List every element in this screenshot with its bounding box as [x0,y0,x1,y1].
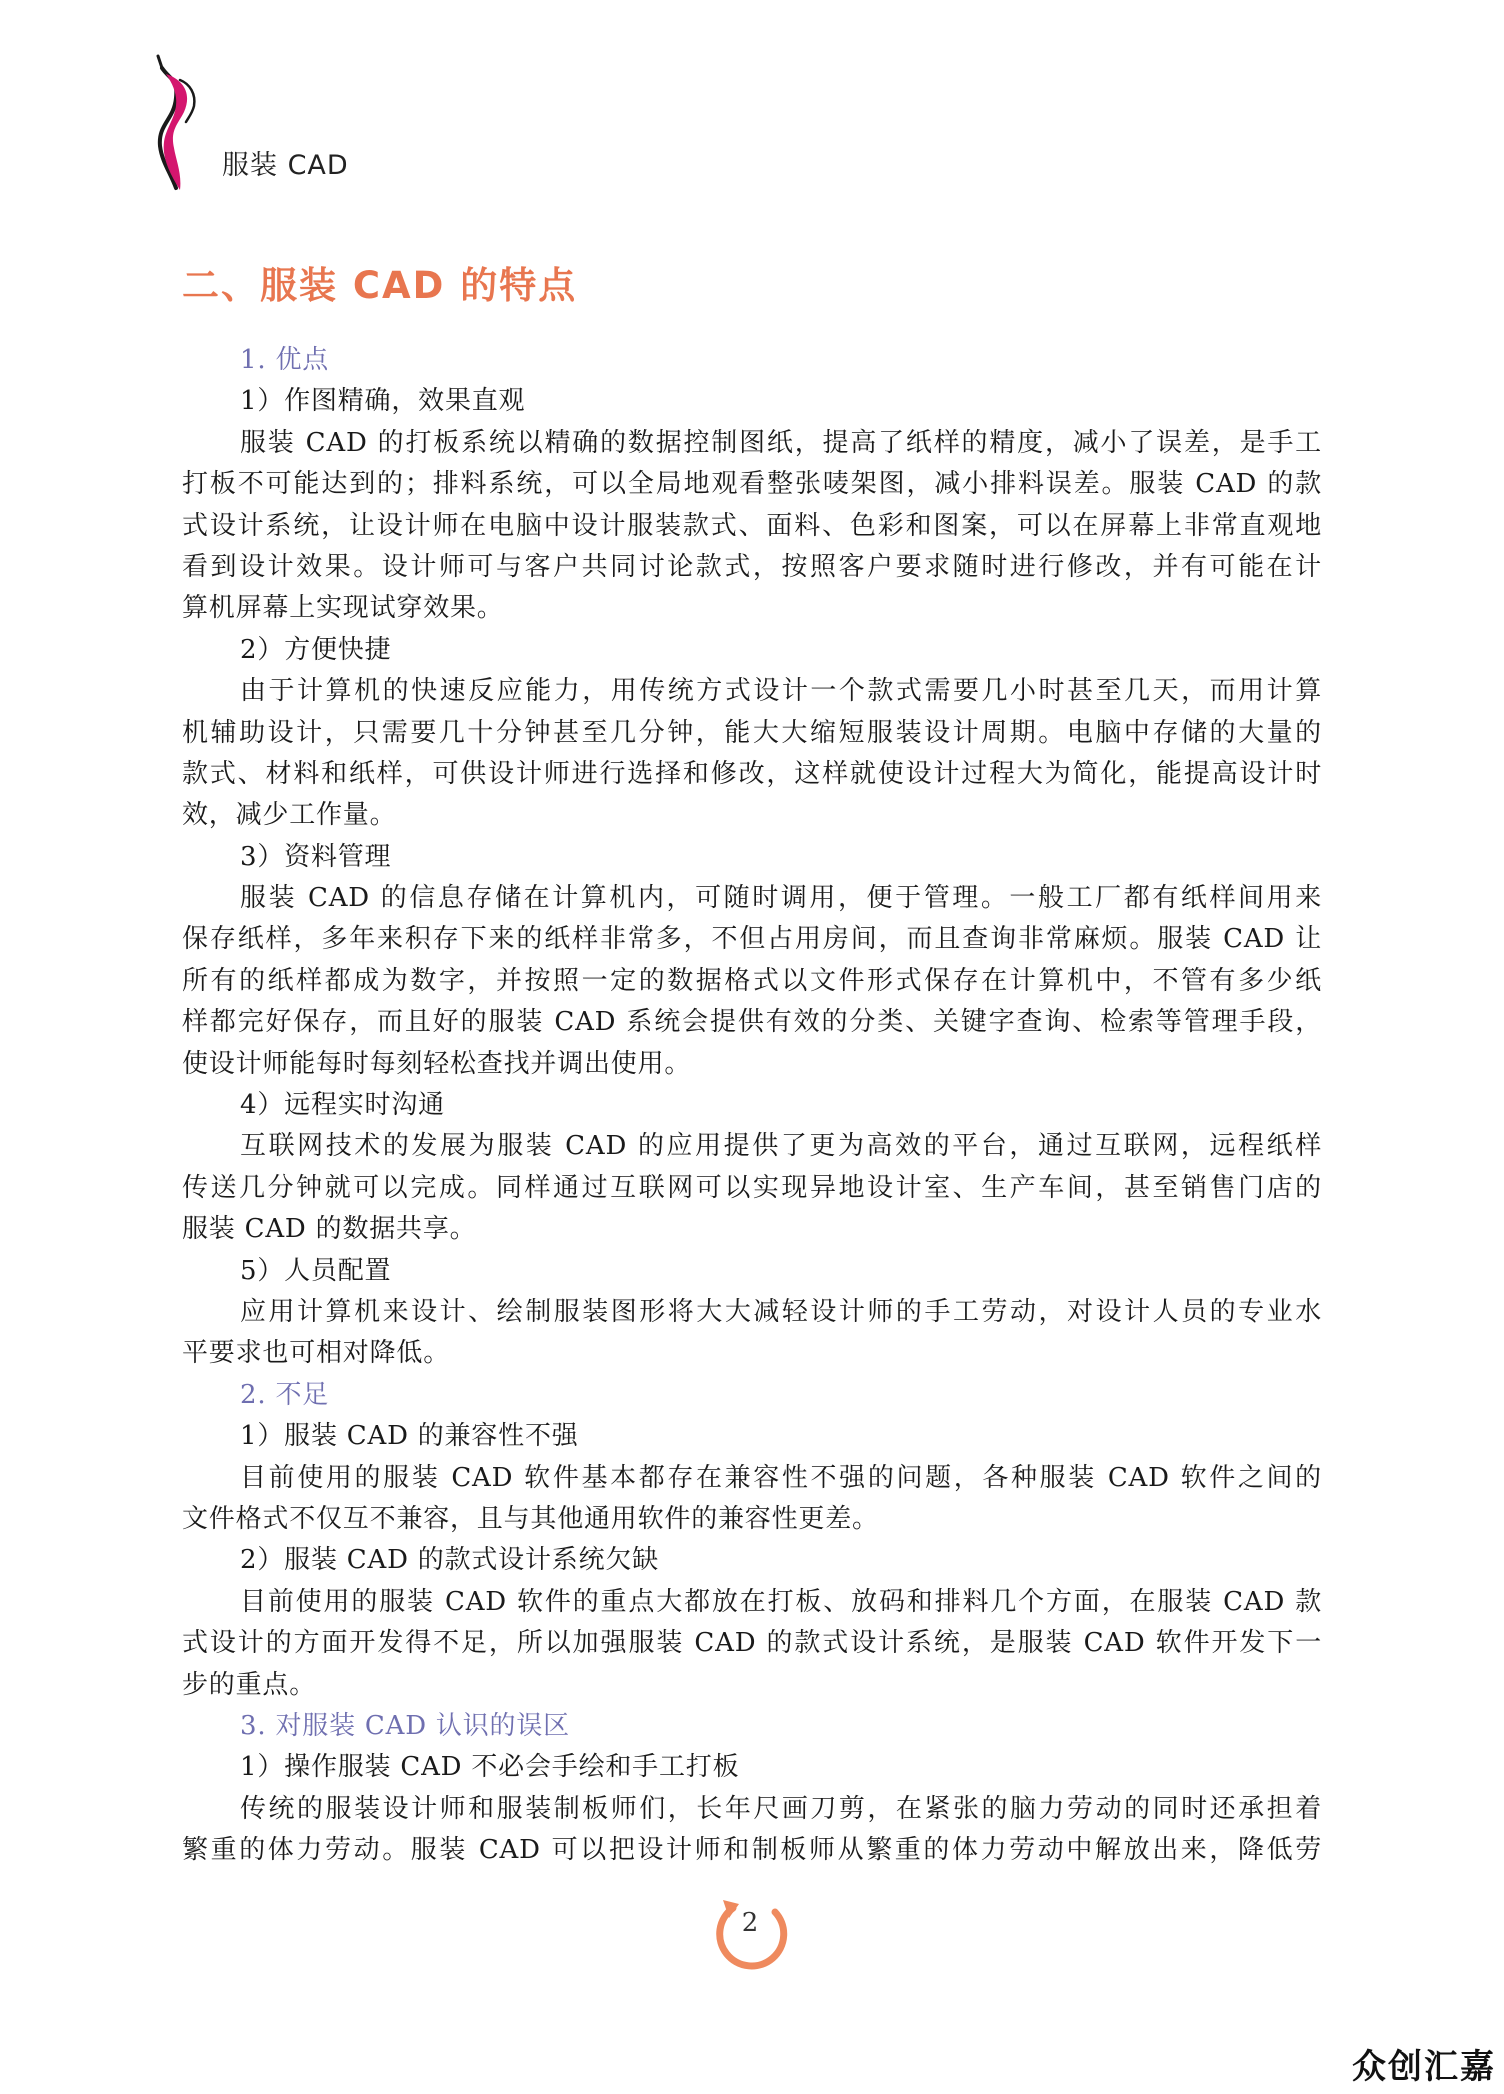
paragraph-line: 式设计的方面开发得不足，所以加强服装 CAD 的款式设计系统，是服装 CAD 软件开发下一 [182,1628,1322,1659]
paragraph-line: 看到设计效果。设计师可与客户共同讨论款式，按照客户要求随时进行修改，并有可能在计 [182,551,1322,582]
paragraph-line: 款式、材料和纸样，可供设计师进行选择和修改，这样就使设计过程大为简化，能提高设计时 [182,758,1322,789]
paragraph-line: 繁重的体力劳动。服装 CAD 可以把设计师和制板师从繁重的体力劳动中解放出来，降低劳 [182,1835,1322,1866]
paragraph-line: 效，减少工作量。 [182,800,397,831]
subsection-heading: 2. 不足 [240,1379,330,1410]
item-heading: 2）方便快捷 [240,634,392,665]
page-number-badge [705,1890,795,1980]
paragraph-line: 传统的服装设计师和服装制板师们，长年尺画刀剪，在紧张的脑力劳动的同时还承担着 [240,1793,1322,1824]
paragraph-line: 样都完好保存，而且好的服装 CAD 系统会提供有效的分类、关键字查询、检索等管理手段， [182,1007,1322,1038]
paragraph-line: 步的重点。 [182,1669,317,1700]
paragraph-line: 服装 CAD 的信息存储在计算机内，可随时调用，便于管理。一般工厂都有纸样间用来 [240,883,1322,914]
paragraph-line: 传送几分钟就可以完成。同样通过互联网可以实现异地设计室、生产车间，甚至销售门店的 [182,1172,1322,1203]
item-heading: 1）服装 CAD 的兼容性不强 [240,1421,579,1452]
item-heading: 4）远程实时沟通 [240,1090,445,1121]
body-text [182,340,1322,1871]
paragraph-line: 目前使用的服装 CAD 软件的重点大都放在打板、放码和排料几个方面，在服装 CAD 款 [240,1586,1322,1617]
paragraph-line: 目前使用的服装 CAD 软件基本都存在兼容性不强的问题，各种服装 CAD 软件之间的 [240,1462,1322,1493]
item-heading: 1）作图精确，效果直观 [240,386,526,417]
paragraph-line: 机辅助设计，只需要几十分钟甚至几分钟，能大大缩短服装设计周期。电脑中存储的大量的 [182,717,1322,748]
watermark: 众创汇嘉 [1352,2047,1496,2087]
figure-logo-icon [140,50,220,200]
subsection-heading: 1. 优点 [240,345,330,375]
paragraph-line: 所有的纸样都成为数字，并按照一定的数据格式以文件形式保存在计算机中，不管有多少纸 [182,965,1322,996]
item-heading: 3）资料管理 [240,841,392,872]
paragraph-line: 平要求也可相对降低。 [182,1338,451,1369]
section-title: 二、服装 CAD 的特点 [182,264,578,307]
subsection-heading: 3. 对服装 CAD 认识的误区 [240,1710,570,1741]
paragraph-line: 服装 CAD 的打板系统以精确的数据控制图纸，提高了纸样的精度，减小了误差，是手工 [240,427,1322,458]
paragraph-line: 保存纸样，多年来积存下来的纸样非常多，不但占用房间，而且查询非常麻烦。服装 CAD 让 [182,924,1322,955]
item-heading: 1）操作服装 CAD 不必会手绘和手工打板 [240,1752,740,1783]
paragraph-line: 由于计算机的快速反应能力，用传统方式设计一个款式需要几小时甚至几天，而用计算 [240,676,1322,707]
paragraph-line: 应用计算机来设计、绘制服装图形将大大减轻设计师的手工劳动，对设计人员的专业水 [240,1296,1322,1327]
running-title: 服装 CAD [222,150,349,181]
paragraph-line: 打板不可能达到的；排料系统，可以全局地观看整张唛架图，减小排料误差。服装 CAD 的款 [182,469,1322,500]
paragraph-line: 使设计师能每时每刻轻松查找并调出使用。 [182,1048,692,1079]
paragraph-line: 算机屏幕上实现试穿效果。 [182,593,504,624]
paragraph-line: 文件格式不仅互不兼容，且与其他通用软件的兼容性更差。 [182,1503,879,1534]
page-number: 2 [741,1908,759,1938]
item-heading: 2）服装 CAD 的款式设计系统欠缺 [240,1545,659,1576]
paragraph-line: 式设计系统，让设计师在电脑中设计服装款式、面料、色彩和图案，可以在屏幕上非常直观地 [182,510,1322,541]
item-heading: 5）人员配置 [240,1255,392,1286]
paragraph-line: 互联网技术的发展为服装 CAD 的应用提供了更为高效的平台，通过互联网，远程纸样 [240,1131,1322,1162]
paragraph-line: 服装 CAD 的数据共享。 [182,1214,477,1245]
